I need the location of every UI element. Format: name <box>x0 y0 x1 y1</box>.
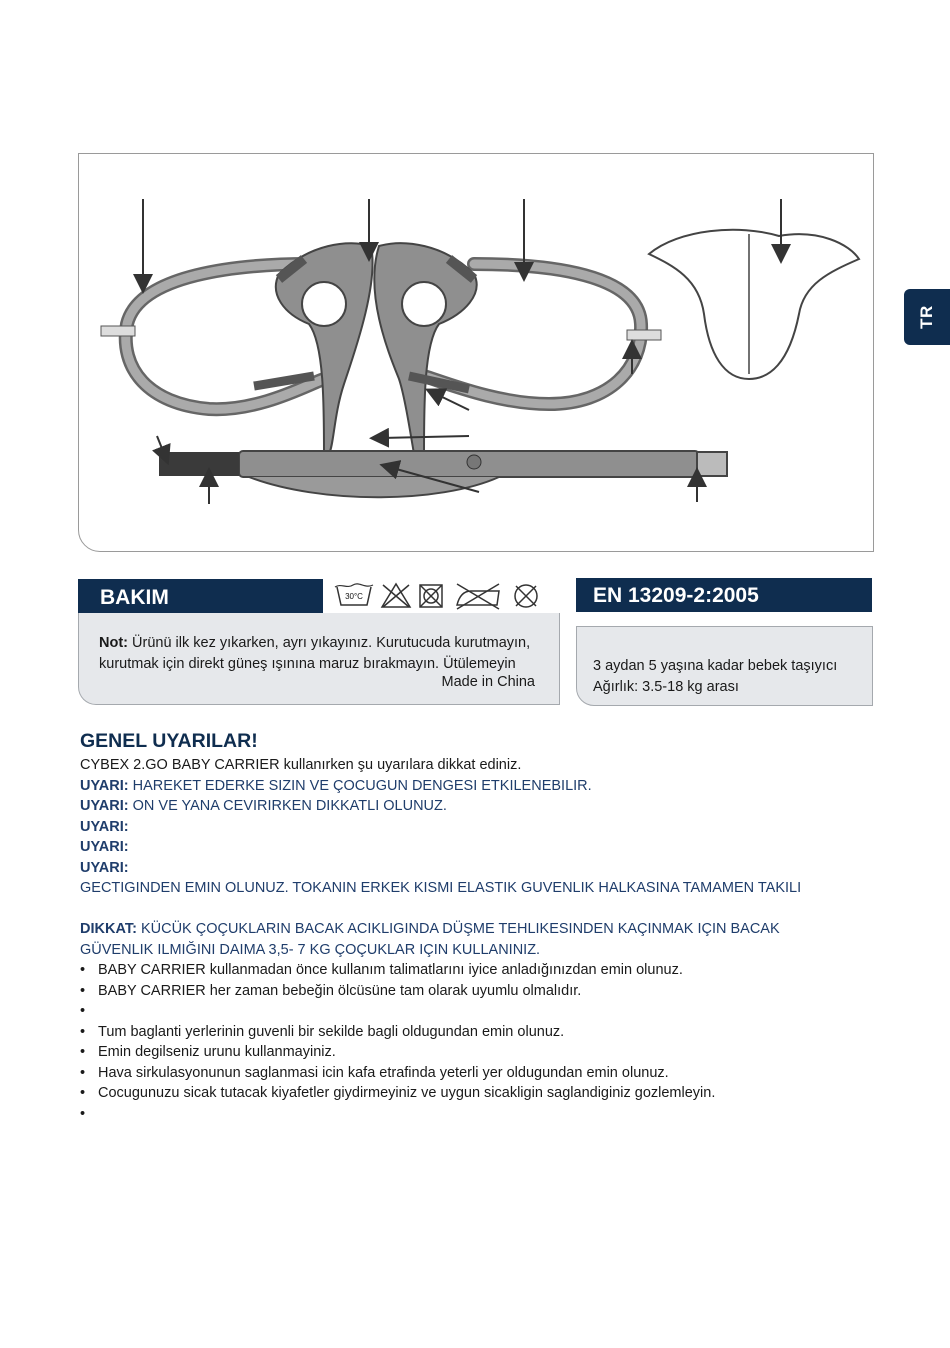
care-note <box>99 633 539 674</box>
standard-panel <box>576 626 873 706</box>
baby-carrier-diagram <box>79 154 873 551</box>
warning-text: ON VE YANA CEVIRIRKEN DIKKATLI OLUNUZ. <box>132 798 447 814</box>
standard-age-range: 3 aydan 5 yaşına kadar bebek taşıyıcı <box>593 658 838 674</box>
warning-label: UYARI: <box>80 798 129 814</box>
warning-item <box>80 776 880 797</box>
language-tab[interactable] <box>904 289 950 345</box>
care-note-text: Ürünü ilk kez yıkarken, ayrı yıkayınız. Kurutucuda kurutmayın, kurutmak için direkt güneş ışınına maruz bırakmayın. Ütülemeyin <box>99 635 531 672</box>
no-iron-icon <box>457 584 499 609</box>
bullet-item: • Hava sirkulasyonunun saglanmasi icin kafa etrafinda yeterli yer oldugundan emin olunuz. <box>80 1063 880 1084</box>
bullet-item: • BABY CARRIER kullanmadan önce kullanım talimatlarını iyice anladığınızdan emin olunuz. <box>80 960 880 981</box>
warning-item <box>80 817 880 838</box>
warnings-title: GENEL UYARILAR! <box>80 730 258 752</box>
warning-text: HAREKET EDERKE SIZIN VE ÇOCUGUN DENGESI ETKILENEBILIR. <box>132 777 592 794</box>
warning-continuation: GECTIGINDEN EMIN OLUNUZ. TOKANIN ERKEK KISMI ELASTIK GUVENLIK HALKASINA TAMAMEN TAKILI <box>80 880 802 896</box>
care-header <box>78 579 560 613</box>
warning-item <box>80 796 880 817</box>
bullet-item: • Emin degilseniz urunu kullanmayiniz. <box>80 1042 880 1063</box>
wash-temperature: 30°C <box>345 592 363 601</box>
care-note-label: Not: <box>99 635 128 651</box>
warning-bullets <box>80 960 880 1124</box>
standard-title: EN 13209-2:2005 <box>593 584 759 607</box>
caution-line <box>80 919 880 940</box>
warning-item <box>80 837 880 858</box>
no-dry-clean-icon <box>515 585 537 607</box>
bullet-item: • BABY CARRIER her zaman bebeğin ölcüsüne tam olarak uyumlu olmalıdır. <box>80 981 880 1002</box>
head-support <box>649 230 859 379</box>
caution-text: KÜCÜK ÇOÇUKLARIN BACAK ACIKLIGINDA DÜŞME TEHLIKESINDEN KAÇINMAK IÇIN BACAK <box>140 921 780 937</box>
warning-item <box>80 858 880 879</box>
wash-30-icon <box>335 584 373 605</box>
bullet-item: • Tum baglanti yerlerinin guvenli bir sekilde bagli oldugundan emin olunuz. <box>80 1022 880 1043</box>
caution-line-2: GÜVENLIK ILMIĞINI DAIMA 3,5- 7 KG ÇOÇUKLAR IÇIN KULLANINIZ. <box>80 941 541 958</box>
standard-header <box>576 578 872 612</box>
carrier-illustration <box>78 153 874 552</box>
care-symbols <box>322 579 561 613</box>
warning-label: UYARI: <box>80 818 129 835</box>
no-tumble-dry-icon <box>420 585 442 607</box>
care-origin: Made in China <box>441 674 535 690</box>
general-warnings <box>80 729 880 1124</box>
bullet-item <box>80 1104 880 1125</box>
care-title: BAKIM <box>100 586 169 609</box>
carrier-body <box>276 243 477 454</box>
warning-label: UYARI: <box>80 839 129 855</box>
warning-label: UYARI: <box>80 777 129 794</box>
no-bleach-icon <box>382 584 410 607</box>
bullet-item: • Cocugunuzu sicak tutacak kiyafetler giydirmeyiniz ve uygun sicakligin saglandiginiz gozlemleyin. <box>80 1083 880 1104</box>
language-tab-label: TR <box>917 305 936 329</box>
bullet-item <box>80 1001 880 1022</box>
warnings-intro: CYBEX 2.GO BABY CARRIER kullanırken şu uyarılara dikkat ediniz. <box>80 757 522 773</box>
caution-label: DIKKAT: <box>80 921 137 937</box>
warning-label: UYARI: <box>80 859 129 876</box>
standard-weight-range: Ağırlık: 3.5-18 kg arası <box>593 678 739 695</box>
care-panel <box>78 613 560 705</box>
